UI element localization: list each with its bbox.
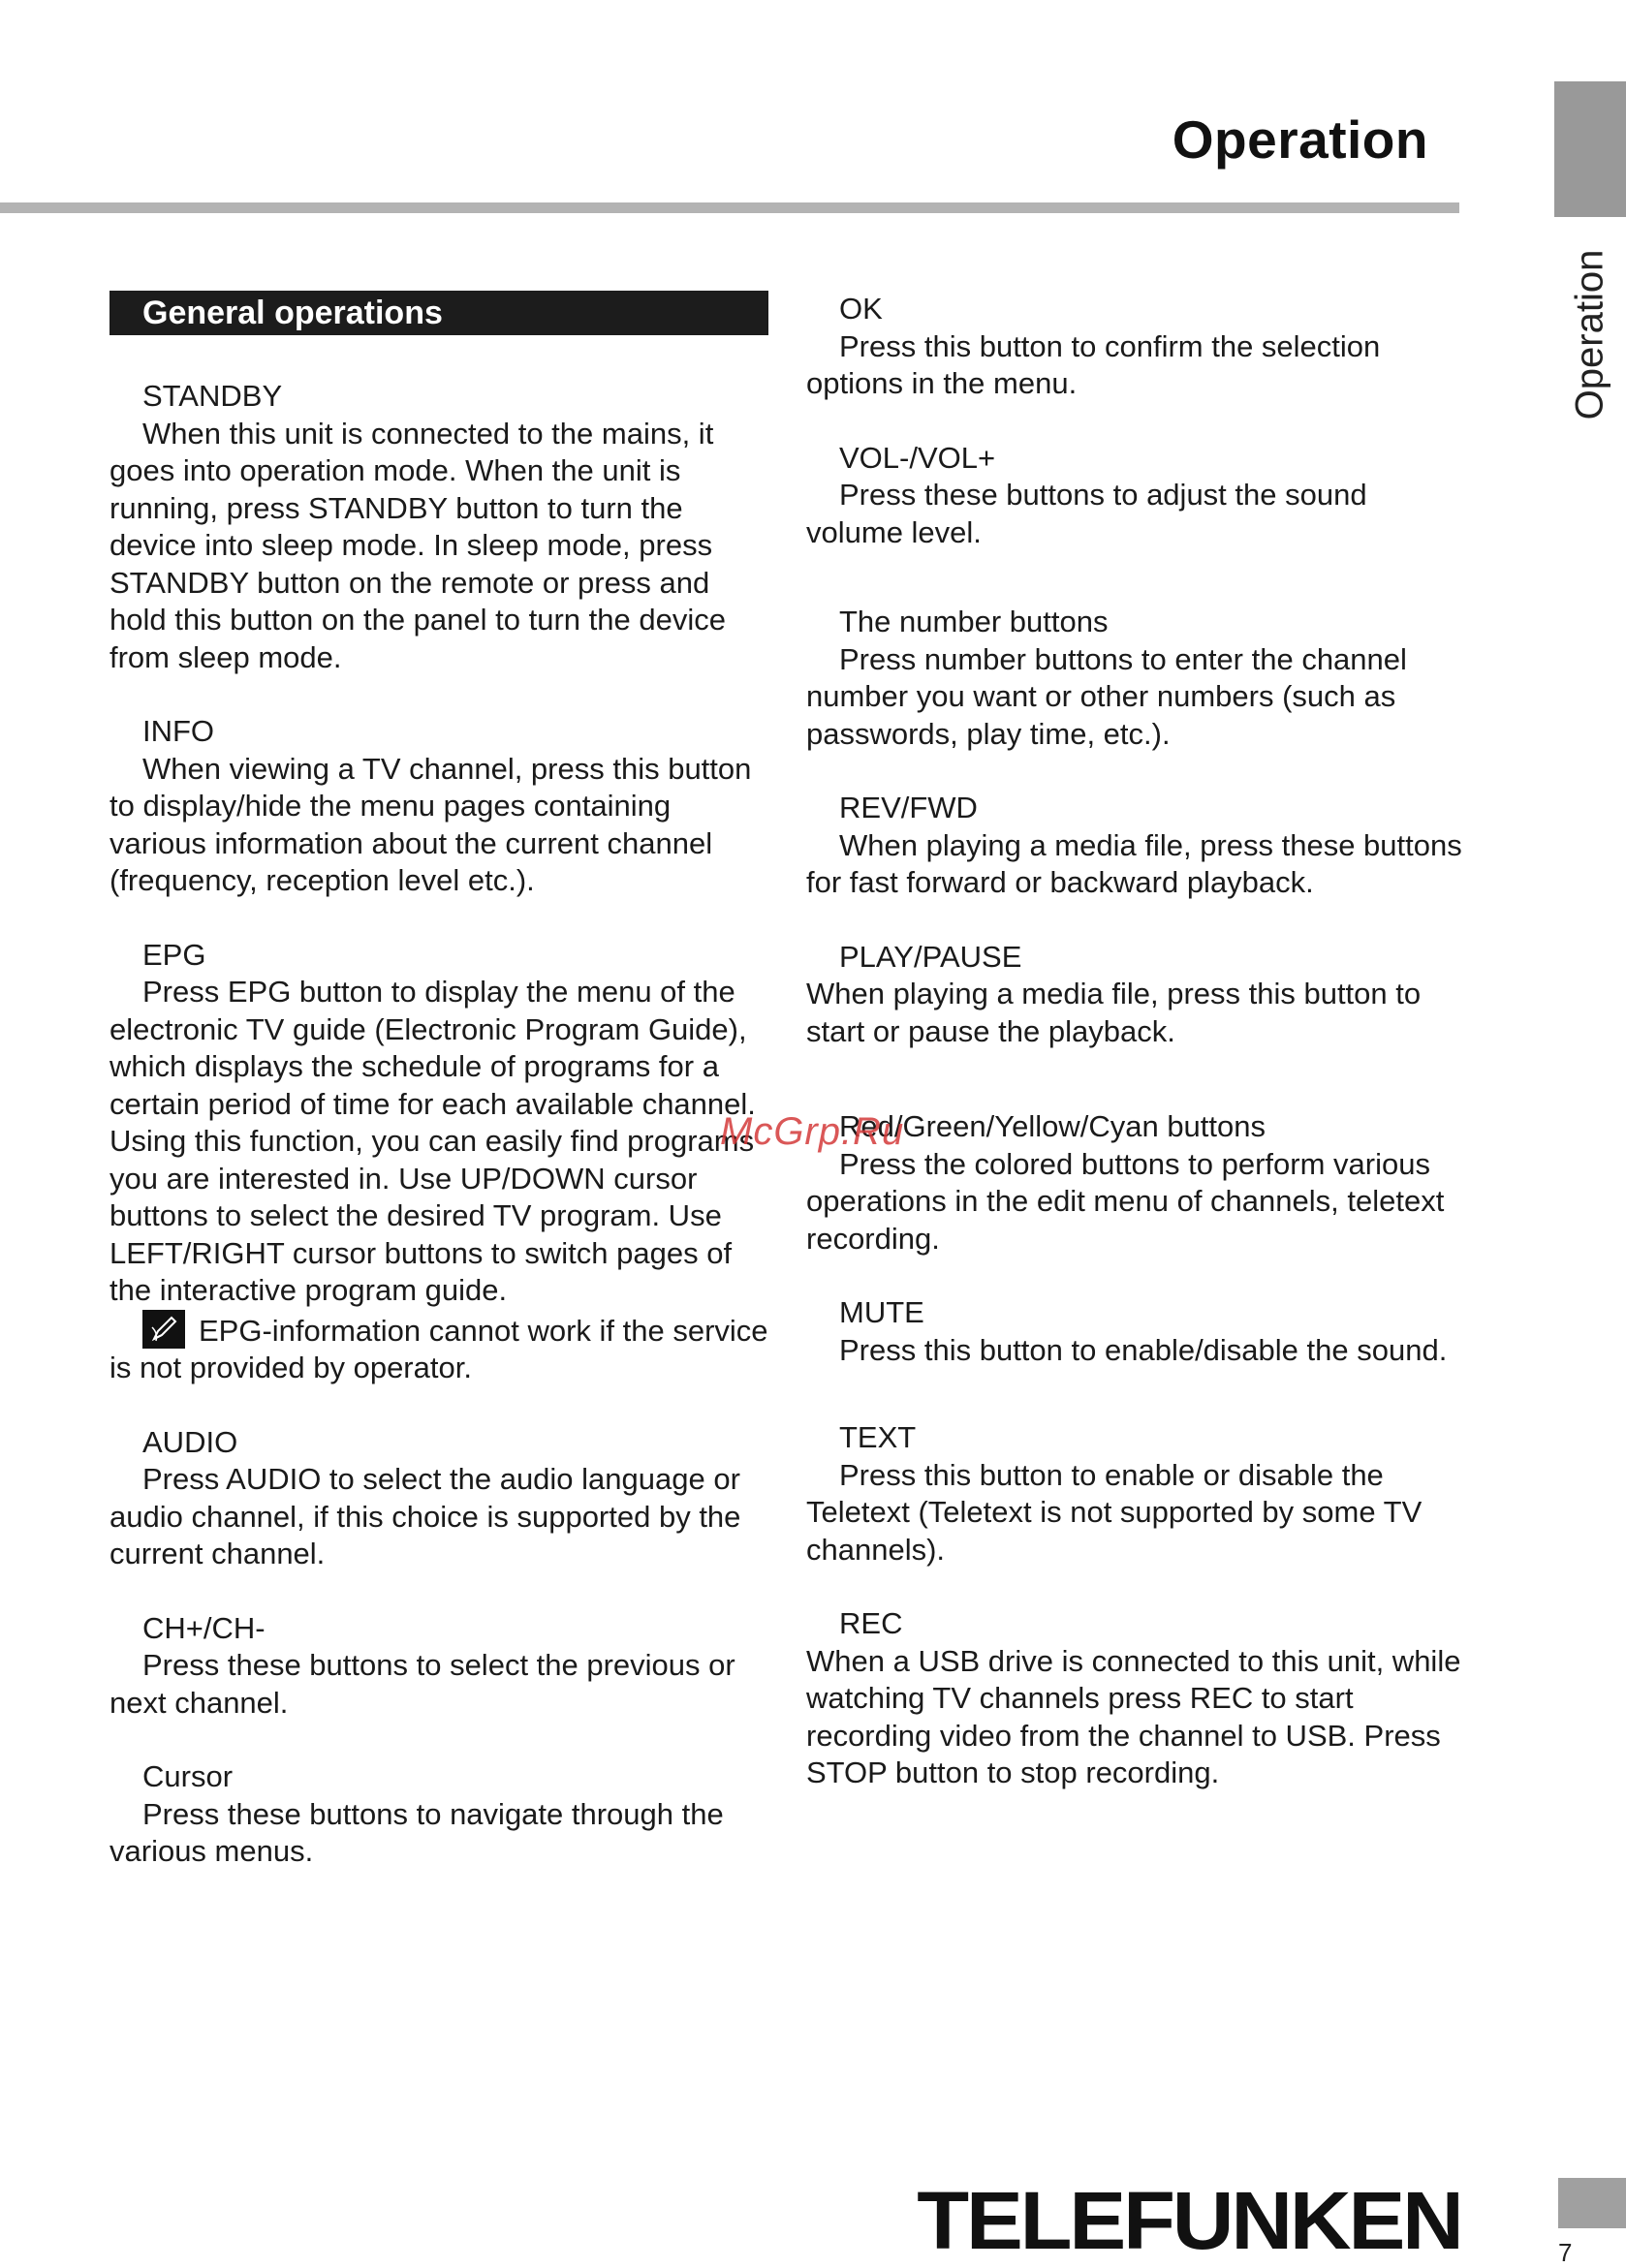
right-column bbox=[806, 291, 1465, 1829]
entry-audio bbox=[109, 1424, 768, 1573]
brand-logo: TELEFUNKEN bbox=[917, 2175, 1461, 2266]
epg-note bbox=[109, 1310, 768, 1387]
entry-color-buttons bbox=[806, 1108, 1465, 1258]
entry-heading: CH+/CH- bbox=[142, 1610, 266, 1645]
entry-heading: VOL-/VOL+ bbox=[839, 440, 996, 475]
entry-heading: PLAY/PAUSE bbox=[839, 939, 1022, 974]
entry-body: When viewing a TV channel, press this button to display/hide the menu pages containing various information about the current channel (frequency, reception level etc.). bbox=[109, 751, 752, 897]
entry-play-pause bbox=[806, 939, 1465, 1051]
entry-heading: REC bbox=[839, 1606, 903, 1640]
entry-heading: Cursor bbox=[142, 1759, 234, 1793]
entry-info bbox=[109, 713, 768, 900]
entry-rec bbox=[806, 1605, 1465, 1792]
entry-heading: REV/FWD bbox=[839, 791, 978, 824]
page-tab-marker bbox=[1558, 2178, 1626, 2228]
entry-ok bbox=[806, 291, 1465, 403]
entry-heading: TEXT bbox=[839, 1420, 917, 1454]
entry-body: When a USB drive is connected to this unit, while watching TV channels press REC to start recording video from the channel to USB. Press STOP button to stop recording. bbox=[806, 1643, 1461, 1789]
entry-body: Press number buttons to enter the channel number you want or other numbers (such as passwords, play time, etc.). bbox=[806, 641, 1407, 751]
entry-heading: EPG bbox=[142, 937, 206, 972]
left-column bbox=[109, 291, 768, 1908]
watermark: McGrp.Ru bbox=[720, 1110, 905, 1153]
side-tab-marker bbox=[1554, 81, 1626, 217]
page-title: Operation bbox=[1172, 109, 1428, 170]
entry-body: When this unit is connected to the mains, it goes into operation mode. When the unit is running, press STANDBY button to turn the device into sleep mode. In sleep mode, press STANDBY button on the remote or press and hold this button on the panel to turn the device from sleep mode. bbox=[109, 416, 726, 674]
entry-body: Press the colored buttons to perform various operations in the edit menu of channels, teletext recording. bbox=[806, 1146, 1445, 1256]
side-tab-text: Operation bbox=[1568, 249, 1611, 419]
note-text: EPG-information cannot work if the service is not provided by operator. bbox=[109, 1313, 768, 1384]
entry-heading: The number buttons bbox=[839, 605, 1109, 638]
entry-ch bbox=[109, 1610, 768, 1723]
section-title: General operations bbox=[109, 291, 768, 335]
side-tab-label bbox=[1554, 247, 1626, 421]
entry-heading: MUTE bbox=[839, 1295, 924, 1329]
entry-body: When playing a media file, press these buttons for fast forward or backward playback. bbox=[806, 827, 1462, 899]
entry-number-buttons bbox=[806, 604, 1465, 753]
entry-body: Press this button to confirm the selection options in the menu. bbox=[806, 328, 1381, 400]
entry-rev-fwd bbox=[806, 790, 1465, 902]
entry-body: Press this button to enable/disable the sound. bbox=[839, 1332, 1448, 1367]
entry-vol bbox=[806, 440, 1465, 552]
entry-cursor bbox=[109, 1758, 768, 1871]
entry-mute bbox=[806, 1294, 1465, 1369]
entry-body: Press AUDIO to select the audio language or audio channel, if this choice is supported by the current channel. bbox=[109, 1462, 741, 1570]
header-rule bbox=[0, 202, 1459, 213]
note-pencil-icon bbox=[142, 1310, 185, 1349]
entry-body: Press these buttons to select the previous or next channel. bbox=[109, 1648, 735, 1720]
entry-text bbox=[806, 1419, 1465, 1569]
entry-body: Press EPG button to display the menu of the electronic TV guide (Electronic Program Guide), which displays the schedule of programs for a certain period of time for each available channel. Using this function, you can easily find programs you are interested in. Use UP/DOWN cursor buttons to select the desired TV program. Use LEFT/RIGHT cursor buttons to switch pages of the interactive program guide. bbox=[109, 975, 756, 1307]
entry-standby bbox=[109, 378, 768, 676]
entry-heading: Red/Green/Yellow/Cyan buttons bbox=[839, 1109, 1266, 1143]
entry-body: Press this button to enable or disable the Teletext (Teletext is not supported by some TV channels). bbox=[806, 1457, 1423, 1567]
entry-heading: STANDBY bbox=[142, 379, 283, 413]
entry-epg bbox=[109, 937, 768, 1310]
entry-heading: INFO bbox=[142, 714, 215, 748]
entry-heading: OK bbox=[839, 292, 883, 326]
page-number: 7 bbox=[1558, 2238, 1573, 2267]
entry-body: When playing a media file, press this button to start or pause the playback. bbox=[806, 977, 1422, 1048]
entry-body: Press these buttons to adjust the sound volume level. bbox=[806, 478, 1367, 549]
entry-body: Press these buttons to navigate through the various menus. bbox=[109, 1796, 724, 1868]
entry-heading: AUDIO bbox=[142, 1424, 238, 1459]
